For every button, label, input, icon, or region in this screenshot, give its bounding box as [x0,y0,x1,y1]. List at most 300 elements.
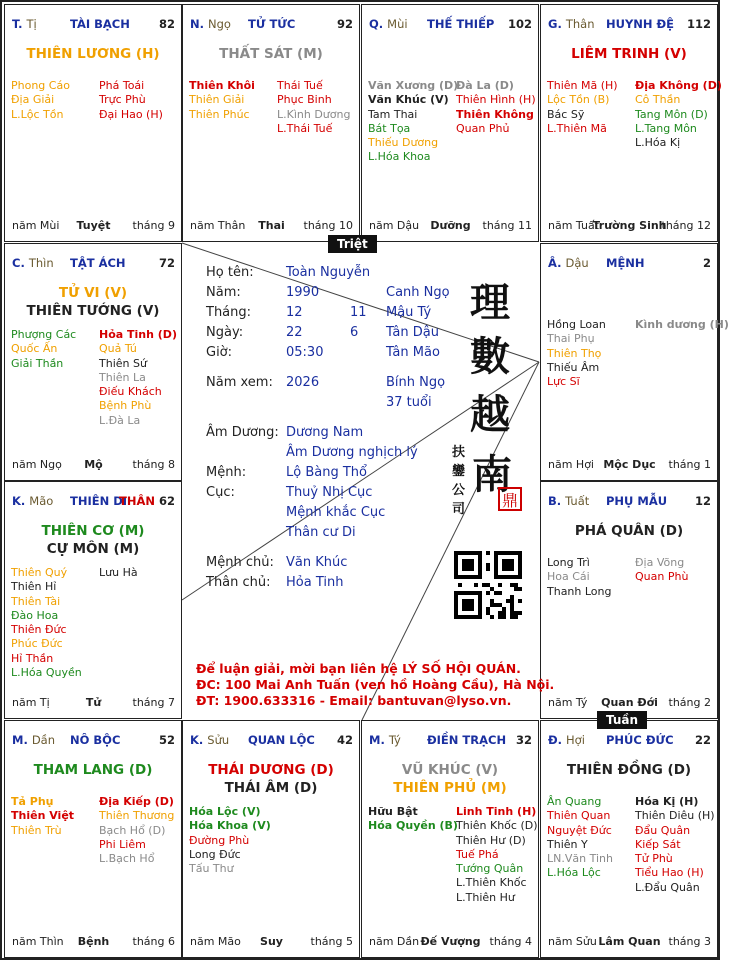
main-stars [5,284,181,320]
footer-year: năm Dậu [369,219,420,232]
minor-star: Ân Quang [547,795,602,808]
footer-trang-sinh: Suy [260,935,283,948]
palace-name: TỬ TỨC [248,17,296,31]
menhchu-label: Mệnh chủ: [206,555,274,570]
palace-stem: Â. [548,256,562,270]
palace-name: QUAN LỘC [248,733,315,747]
palace-footer [369,219,532,233]
contact-line-2: ĐC: 100 Mai Anh Tuấn (ven hồ Hoàng Cầu), Hà Nội. [196,677,555,692]
minor-star: Linh Tinh (H) [456,805,537,818]
footer-month: tháng 3 [668,935,711,948]
palace-name: THIÊN DI [70,494,128,508]
minor-star: Hóa Kị (H) [635,795,699,808]
palace-header [190,733,353,749]
minor-star: Phi Liêm [99,837,146,851]
palace-than [540,4,722,242]
amduong-value: Dương Nam [286,425,364,440]
main-star: THÁI ÂM (D) [224,780,318,796]
minor-star: Tử Phù [635,852,673,866]
palace-footer [12,219,175,233]
palace-stem: Q. [369,17,384,31]
palace-header [12,17,175,33]
minor-star: Thái Tuế [277,79,323,92]
minor-star: Hóa Quyền (B) [368,819,458,833]
minor-star: Long Trì [547,556,590,569]
palace-header [548,494,711,510]
minor-stars-left [189,805,271,876]
footer-trang-sinh: Mộc Dục [603,458,656,471]
palace-number: 62 [158,494,175,508]
palace-branch: Thìn [28,256,54,270]
palace-footer [548,458,711,472]
footer-month: tháng 10 [303,219,353,232]
minor-star: Lưu Hà [99,566,138,579]
minor-star: Đẩu Quân [635,823,691,837]
minor-stars-left [547,556,612,599]
palace-branch: Ngọ [208,17,231,31]
minor-star: Quan Phủ [456,121,510,135]
menh-label: Mệnh: [206,465,247,480]
minor-star: Thiên Không [456,107,534,121]
qr-code [454,551,522,619]
minor-star: L.Kình Dương [277,107,351,121]
view-year-can: Bính Ngọ [386,375,446,390]
main-star: CỰ MÔN (M) [46,541,140,557]
palace-footer [12,458,175,472]
minor-star: L.Hóa Kị [635,136,681,150]
palace-name: TẬT ÁCH [70,256,126,270]
palace-number: 2 [702,256,711,270]
palace-name: THẾ THIẾP [427,17,495,31]
footer-year: năm Tị [12,696,50,709]
minor-stars-right [99,79,163,122]
palace-dan [4,720,182,958]
minor-stars-left [368,79,458,165]
palace-footer [12,696,175,710]
year-can: Canh Ngọ [386,285,450,300]
palace-branch: Dậu [565,256,589,270]
palace-header [369,733,532,749]
main-star: THIÊN PHỦ (M) [393,780,507,796]
footer-trang-sinh: Lâm Quan [598,935,661,948]
month-lunar: 11 [350,305,367,320]
hour-label: Giờ: [206,345,233,360]
palace-header [548,733,711,749]
calligraphy-char-3: 越 [470,391,510,438]
day-lunar: 6 [350,325,359,340]
cuc-label: Cục: [206,485,235,500]
minor-stars-left [547,795,613,881]
palace-name: NÔ BỘC [70,733,121,747]
minor-star: Cô Thần [635,93,681,107]
minor-star: Bác Sỹ [547,107,585,121]
main-stars [5,761,181,779]
palace-number: 42 [336,733,353,747]
menh-value: Lộ Bàng Thổ [286,465,367,480]
palace-branch: Tuất [565,494,590,508]
minor-star: Quả Tú [99,342,137,356]
minor-star: Tướng Quân [456,862,524,876]
footer-year: năm Sửu [548,935,597,948]
footer-month: tháng 1 [668,458,711,471]
calligraphy-char-4: 南 [472,451,512,498]
triet-tag: Triệt [328,235,377,253]
minor-stars-right [277,79,350,136]
minor-star: Tang Môn (D) [635,107,708,121]
minor-star: L.Thiên Mã [547,121,607,135]
footer-month: tháng 8 [132,458,175,471]
minor-star: L.Thiên Hư [456,890,515,904]
minor-star: Phá Toái [99,79,145,92]
minor-star: Hỉ Thần [11,651,54,665]
minor-star: Thai Phụ [547,332,595,346]
minor-stars-left [11,79,70,122]
palace-tuat [540,481,718,719]
amduong-value2: Âm Dương nghịch lý [286,445,418,460]
palace-stem: M. [369,733,385,747]
minor-star: Thiên Hỉ [11,580,57,594]
cuc-value3: Thân cư Di [286,525,356,540]
main-star: TỬ VI (V) [58,285,128,301]
minor-stars-left [11,328,76,371]
minor-stars-right [635,795,715,895]
minor-star: Tả Phụ [11,795,54,808]
calligraphy-char-1: 理 [470,279,510,326]
minor-star: Phúc Đức [11,637,63,651]
palace-name: HUYNH ĐỆ [606,17,675,31]
month-can: Mậu Tý [386,305,432,320]
palace-branch: Thân [565,17,595,31]
minor-star: Hữu Bật [368,805,418,818]
palace-branch: Tý [388,733,401,747]
footer-year: năm Tý [548,696,588,709]
main-stars [541,761,717,779]
hour-can: Tân Mão [386,345,440,360]
minor-star: Thiên Khốc (D) [456,819,538,833]
palace-number: 22 [694,733,711,747]
contact-line-1: Để luận giải, mời bạn liên hệ LÝ SỐ HỘI QUÁN. [196,661,521,676]
cuc-value: Thuỷ Nhị Cục [286,485,373,500]
minor-star: Bạch Hổ (D) [99,823,166,837]
minor-star: L.Hóa Khoa [368,150,431,164]
main-star: THIÊN ĐỒNG (D) [566,762,692,778]
tuan-tag: Tuần [597,711,647,729]
minor-star: Thiên Tài [11,594,61,608]
palace-footer [369,935,532,949]
footer-trang-sinh: Tuyệt [76,219,111,232]
main-stars [541,522,717,540]
calligraphy-small: 扶 鑾 公 司 [452,445,466,517]
palace-number: 102 [507,17,532,31]
minor-stars-left [547,318,606,389]
minor-star: Kình dương (H) [635,318,729,331]
minor-star: L.Bạch Hổ [99,852,155,866]
footer-year: năm Thân [190,219,246,232]
palace-header [369,17,532,33]
cuc-value2: Mệnh khắc Cục [286,505,386,520]
minor-stars-right [456,79,536,136]
palace-number: 52 [158,733,175,747]
hour-value: 05:30 [286,345,324,360]
footer-year: năm Mão [190,935,241,948]
palace-dau [540,243,729,481]
minor-star: Thiếu Âm [547,360,600,374]
palace-ti [4,4,182,242]
palace-header [548,256,711,272]
minor-star: Bát Tọa [368,121,411,135]
palace-footer [190,219,353,233]
minor-star: Quan Phù [635,570,689,584]
palace-header [190,17,353,33]
palace-stem: C. [12,256,25,270]
main-stars [541,45,717,63]
main-star: LIÊM TRINH (V) [571,46,687,62]
palace-stem: M. [12,733,28,747]
footer-month: tháng 7 [132,696,175,709]
footer-trang-sinh: Trường Sinh [592,219,667,232]
minor-star: Thiên Thọ [547,346,602,360]
minor-star: Phong Cáo [11,79,70,92]
palace-branch: Dần [31,733,56,747]
minor-stars-right [635,556,688,585]
main-star: THIÊN TƯỚNG (V) [26,303,160,319]
footer-trang-sinh: Mộ [84,458,103,471]
footer-trang-sinh: Tử [85,696,102,709]
minor-star: Quốc Ấn [11,342,58,356]
calligraphy-char-2: 數 [470,333,510,380]
minor-star: Thiên Y [547,837,588,851]
minor-star: Kiếp Sát [635,837,681,851]
minor-stars-right [99,795,174,866]
age-value: 37 tuổi [386,395,432,410]
main-star: THAM LANG (D) [33,762,153,778]
footer-trang-sinh: Dưỡng [430,219,471,232]
minor-stars-left [11,795,74,838]
minor-star: Tiểu Hao (H) [635,866,704,880]
minor-stars-right [456,805,538,905]
palace-branch: Mão [29,494,54,508]
minor-stars-right [635,79,722,150]
minor-star: Tam Thai [368,107,418,121]
palace-header [12,256,175,272]
minor-star: Thiên Khôi [189,79,255,92]
minor-star: Hồng Loan [547,318,606,331]
contact-line-3: ĐT: 1900.633316 - Email: bantuvan@lyso.vn. [196,693,512,708]
palace-name: PHỤ MẪU [606,494,668,508]
day-can: Tân Dậu [386,325,439,340]
minor-star: L.Hóa Quyền [11,666,82,680]
footer-year: năm Hợi [548,458,594,471]
palace-footer [548,219,711,233]
palace-stem: B. [548,494,562,508]
palace-branch: Tị [26,17,37,31]
minor-star: L.Thái Tuế [277,121,333,135]
footer-trang-sinh: Bệnh [77,935,110,948]
main-star: THIÊN CƠ (M) [41,523,145,539]
minor-star: LN.Văn Tinh [547,852,613,866]
minor-star: Hóa Khoa (V) [189,819,271,833]
minor-star: Địa Không (D) [635,79,722,92]
footer-month: tháng 11 [482,219,532,232]
palace-footer [12,935,175,949]
minor-star: Hoa Cái [547,570,590,584]
minor-star: L.Thiên Khốc [456,876,527,890]
footer-month: tháng 5 [310,935,353,948]
minor-stars-right [99,566,138,580]
palace-mao [4,481,182,719]
palace-hoi [540,720,718,958]
footer-trang-sinh: Đế Vượng [420,935,481,948]
minor-star: Đường Phù [189,833,250,847]
footer-year: năm Thìn [12,935,64,948]
minor-star: Thiên Giải [189,93,245,107]
minor-star: Hỏa Tinh (D) [99,328,177,341]
minor-star: Đà La (D) [456,79,514,92]
palace-number: 32 [515,733,532,747]
palace-branch: Hợi [566,733,585,747]
minor-star: Thiếu Dương [368,136,439,150]
menhchu-value: Văn Khúc [286,555,348,570]
minor-star: Thiên Mã (H) [547,79,618,92]
minor-star: Hóa Lộc (V) [189,805,261,818]
palace-ty [361,720,539,958]
palace-branch: Mùi [387,17,408,31]
minor-star: Bệnh Phù [99,399,152,413]
minor-star: Giải Thần [11,356,64,370]
main-stars [183,761,359,797]
minor-star: L.Hóa Lộc [547,866,601,880]
footer-month: tháng 9 [132,219,175,232]
main-star: THÁI DƯƠNG (D) [208,762,334,778]
palace-stem: Đ. [548,733,563,747]
minor-star: Văn Xương (D) [368,79,459,92]
minor-stars-left [189,79,255,122]
than-marker: THÂN [118,494,155,508]
minor-star: Đào Hoa [11,608,59,622]
palace-ngo [182,4,360,242]
minor-star: Thiên Phúc [189,107,250,121]
minor-star: Điếu Khách [99,385,162,399]
minor-star: Trực Phù [99,93,146,107]
minor-star: Phượng Các [11,328,77,341]
minor-star: L.Đẩu Quân [635,880,700,894]
amduong-label: Âm Dương: [206,425,279,440]
minor-star: Tấu Thư [189,862,234,876]
main-stars [183,45,359,63]
palace-footer [190,935,353,949]
name-label: Họ tên: [206,265,254,280]
main-star: PHÁ QUÂN (D) [574,523,684,539]
name-value: Toàn Nguyễn [286,265,371,280]
minor-star: Thiên Sứ [99,356,147,370]
minor-star: Thiên Trù [11,823,62,837]
palace-footer [548,696,711,710]
minor-star: Địa Giải [11,93,55,107]
palace-footer [548,935,711,949]
footer-month: tháng 12 [661,219,711,232]
minor-star: Thiên Hư (D) [456,833,526,847]
palace-suu [182,720,360,958]
minor-stars-right [99,328,177,428]
minor-star: Long Đức [189,847,241,861]
palace-stem: T. [12,17,23,31]
thanchu-label: Thân chủ: [206,575,271,590]
view-year-value: 2026 [286,375,320,390]
footer-year: năm Mùi [12,219,60,232]
palace-name: PHÚC ĐỨC [606,733,674,747]
month-value: 12 [286,305,303,320]
palace-name: ĐIỀN TRẠCH [427,733,507,747]
palace-header [12,494,175,510]
minor-star: Tuế Phá [456,847,499,861]
thanchu-value: Hỏa Tinh [286,575,344,590]
footer-month: tháng 6 [132,935,175,948]
main-stars [362,761,538,797]
minor-stars-left [368,805,458,834]
day-label: Ngày: [206,325,244,340]
minor-stars-right [635,318,729,332]
footer-month: tháng 4 [489,935,532,948]
palace-number: 92 [336,17,353,31]
main-stars [5,45,181,63]
minor-star: Phục Binh [277,93,332,107]
day-value: 22 [286,325,303,340]
main-stars [5,522,181,558]
palace-number: 82 [158,17,175,31]
minor-star: Thiên La [99,370,146,384]
minor-star: Thiên Hình (H) [456,93,536,107]
footer-trang-sinh: Quan Đới [601,696,658,709]
palace-stem: N. [190,17,204,31]
minor-star: Lực Sĩ [547,375,580,389]
footer-month: tháng 2 [668,696,711,709]
palace-branch: Sửu [207,733,230,747]
palace-name: TÀI BẠCH [70,17,130,31]
palace-stem: K. [12,494,26,508]
minor-star: Thiên Đức [11,623,67,637]
center-info [182,243,555,720]
minor-star: Lộc Tồn (B) [547,93,610,107]
palace-name: MỆNH [606,256,645,270]
palace-stem: G. [548,17,562,31]
footer-year: năm Dần [369,935,420,948]
year-label: Năm: [206,285,241,300]
palace-header [548,17,711,33]
minor-star: Nguyệt Đức [547,823,612,837]
footer-year: năm Tuất [548,219,599,232]
footer-trang-sinh: Thai [258,219,285,232]
minor-star: Địa Kiếp (D) [99,795,174,808]
palace-stem: K. [190,733,204,747]
minor-stars-left [11,566,82,680]
palace-number: 12 [694,494,711,508]
minor-star: Thiên Thương [99,809,175,823]
minor-stars-left [547,79,618,136]
footer-year: năm Ngọ [12,458,62,471]
minor-star: Thiên Quý [11,566,68,579]
minor-star: Thiên Diêu (H) [635,809,715,823]
palace-number: 112 [686,17,711,31]
minor-star: L.Đà La [99,413,141,427]
palace-number: 72 [158,256,175,270]
palace-thin [4,243,182,481]
minor-star: L.Tang Môn [635,121,697,135]
main-star: THẤT SÁT (M) [219,46,323,62]
main-star: THIÊN LƯƠNG (H) [26,46,160,62]
seal-stamp: 鼎 [498,487,522,511]
year-value: 1990 [286,285,320,300]
minor-star: Thiên Quan [547,809,611,823]
